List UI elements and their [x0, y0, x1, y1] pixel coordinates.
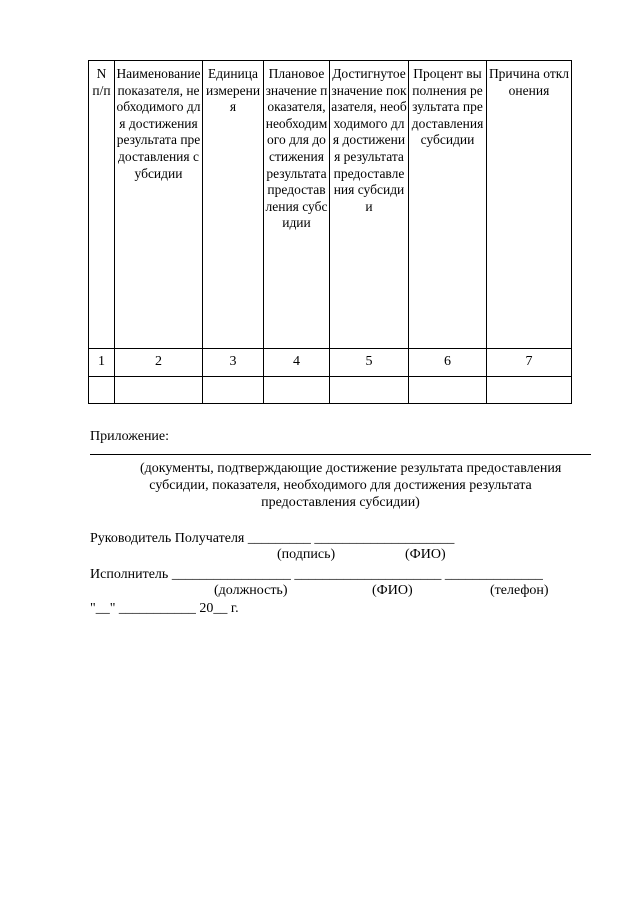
header-cell-planned-value: Плановое значение показателя, необходимого для достижения результата предоставления субсидии	[264, 61, 330, 349]
fio-caption-2: (ФИО)	[372, 583, 413, 598]
empty-cell	[115, 377, 203, 404]
empty-cell	[409, 377, 487, 404]
signature-caption: (подпись)	[277, 547, 336, 562]
table-number-row	[89, 349, 572, 377]
executor-fio-blank: _____________________	[294, 567, 442, 582]
indicators-table	[88, 60, 572, 404]
number-cell: 3	[203, 349, 264, 377]
empty-cell	[264, 377, 330, 404]
header-cell-deviation-reason: Причина отклонения	[487, 61, 572, 349]
empty-cell	[487, 377, 572, 404]
head-fio-blank: ____________________	[314, 531, 455, 546]
fio-caption: (ФИО)	[405, 547, 446, 562]
empty-cell	[330, 377, 409, 404]
head-label: Руководитель Получателя	[90, 531, 245, 546]
empty-cell	[89, 377, 115, 404]
number-cell: 4	[264, 349, 330, 377]
number-cell: 7	[487, 349, 572, 377]
executor-phone-blank: ______________	[444, 567, 543, 582]
header-cell-number: N п/п	[89, 61, 115, 349]
phone-caption: (телефон)	[490, 583, 549, 598]
number-cell: 5	[330, 349, 409, 377]
header-cell-indicator-name: Наименование показателя, необходимого для достижения результата предоставления субсидии	[115, 61, 203, 349]
position-caption: (должность)	[214, 583, 288, 598]
table-empty-row	[89, 377, 572, 404]
number-cell: 2	[115, 349, 203, 377]
executor-position-blank: _________________	[171, 567, 291, 582]
attachment-label: Приложение:	[90, 429, 170, 444]
executor-line	[90, 566, 543, 583]
number-cell: 1	[89, 349, 115, 377]
table-header-row	[89, 61, 572, 349]
attachment-note-line2: субсидии, показателя, необходимого для достижения результата	[149, 478, 532, 493]
attachment-line	[90, 454, 591, 455]
attachment-note-line1: (документы, подтверждающие достижение результата предоставления	[140, 461, 562, 476]
head-signature-line	[90, 530, 454, 547]
header-cell-unit: Единица измерения	[203, 61, 264, 349]
date-line: "__" ___________ 20__ г.	[90, 601, 239, 616]
head-signature-blank: _________	[247, 531, 311, 546]
number-cell: 6	[409, 349, 487, 377]
header-cell-achieved-value: Достигнутое значение показателя, необходимого для достижения результата предоставления субсидии	[330, 61, 409, 349]
empty-cell	[203, 377, 264, 404]
header-cell-percent: Процент выполнения результата предоставления субсидии	[409, 61, 487, 349]
executor-label: Исполнитель	[90, 567, 169, 582]
attachment-note-line3: предоставления субсидии)	[261, 495, 420, 510]
